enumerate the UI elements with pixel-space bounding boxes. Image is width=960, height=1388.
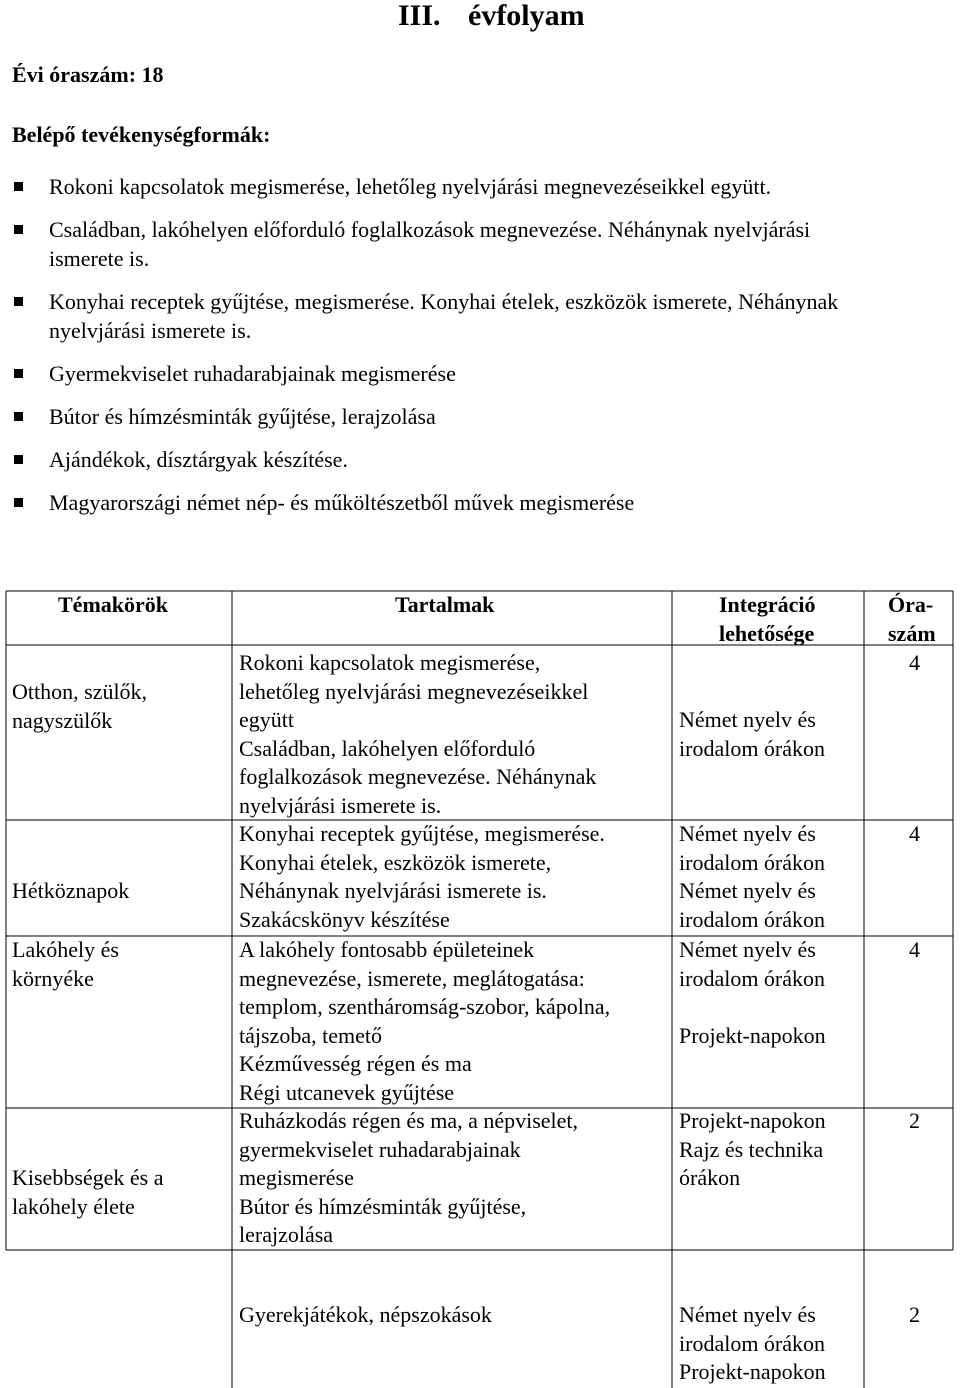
square-bullet-icon — [14, 412, 23, 421]
square-bullet-icon — [14, 369, 23, 378]
square-bullet-icon — [14, 297, 23, 306]
list-item: Családban, lakóhelyen előforduló foglalkozások megnevezése. Néhánynak nyelvjárási ismerete is. — [12, 215, 952, 273]
table-row-topic: Lakóhely és környéke — [12, 937, 119, 991]
column-header-topics: Témakörök — [58, 592, 168, 617]
table-row-integration: Német nyelv és irodalom órákon Német nyelv és irodalom órákon — [679, 821, 826, 932]
grade-number: III. — [398, 0, 441, 32]
square-bullet-icon — [14, 225, 23, 234]
column-header-hours: Óra- szám — [888, 592, 936, 646]
list-item: Rokoni kapcsolatok megismerése, lehetőleg nyelvjárási megnevezéseikkel együtt. — [12, 172, 952, 201]
square-bullet-icon — [14, 182, 23, 191]
activity-list — [12, 172, 952, 531]
list-item: Konyhai receptek gyűjtése, megismerése. Konyhai ételek, eszközök ismerete, Néhánynak nyelvjárási ismerete is. — [12, 287, 952, 345]
table-row-contents: Konyhai receptek gyűjtése, megismerése. Konyhai ételek, eszközök ismerete, Néhánynak nyelvjárási ismerete is. Szakácskönyv készítése — [239, 821, 605, 932]
grade-label: évfolyam — [468, 0, 585, 32]
table-row-hours: 4 — [909, 937, 920, 962]
table-row-contents: Rokoni kapcsolatok megismerése, lehetőleg nyelvjárási megnevezéseikkel együtt Családban, lakóhelyen előforduló foglalkozások megnevezése. Néhánynak nyelvjárási ismerete is. — [239, 650, 597, 818]
table-row-contents: Ruházkodás régen és ma, a népviselet, gyermekviselet ruhadarabjainak megismerése Bútor és hímzésminták gyűjtése, lerajzolása — [239, 1108, 579, 1247]
table-row-integration: Projekt-napokon Rajz és technika órákon — [679, 1108, 826, 1190]
column-header-integration: Integráció lehetősége — [719, 592, 816, 646]
table-row-topic: Hétköznapok — [12, 878, 130, 903]
list-item: Bútor és hímzésminták gyűjtése, lerajzolása — [12, 402, 952, 431]
table-row-hours: 2 — [909, 1108, 920, 1133]
annual-hours: Évi óraszám: 18 — [12, 62, 164, 87]
column-header-contents: Tartalmak — [395, 592, 495, 617]
list-item: Gyermekviselet ruhadarabjainak megismerése — [12, 359, 952, 388]
table-row-contents: A lakóhely fontosabb épületeinek megnevezése, ismerete, meglátogatása: templom, szentháromság-szobor, kápolna, tájszoba, temető Kézművesség régen és ma Régi utcanevek gyűjtése — [239, 937, 611, 1105]
table-row-integration: Német nyelv és irodalom órákon — [679, 707, 826, 761]
table-row-hours: 4 — [909, 821, 920, 846]
page-title — [398, 0, 585, 32]
entry-forms-heading: Belépő tevékenységformák: — [12, 122, 271, 147]
table-row-integration: Német nyelv és irodalom órákon Projekt-napokon — [679, 937, 826, 1048]
table-row-topic: Otthon, szülők, nagyszülők — [12, 679, 148, 733]
table-row-integration: Német nyelv és irodalom órákon Projekt-napokon — [679, 1302, 826, 1384]
table-row-contents: Gyerekjátékok, népszokások — [239, 1302, 492, 1327]
square-bullet-icon — [14, 455, 23, 464]
table-row-hours: 4 — [909, 650, 920, 675]
list-item: Ajándékok, dísztárgyak készítése. — [12, 445, 952, 474]
list-item: Magyarországi német nép- és műköltészetből művek megismerése — [12, 488, 952, 517]
square-bullet-icon — [14, 498, 23, 507]
table-row-topic: Kisebbségek és a lakóhely élete — [12, 1165, 164, 1219]
table-row-hours: 2 — [909, 1302, 920, 1327]
